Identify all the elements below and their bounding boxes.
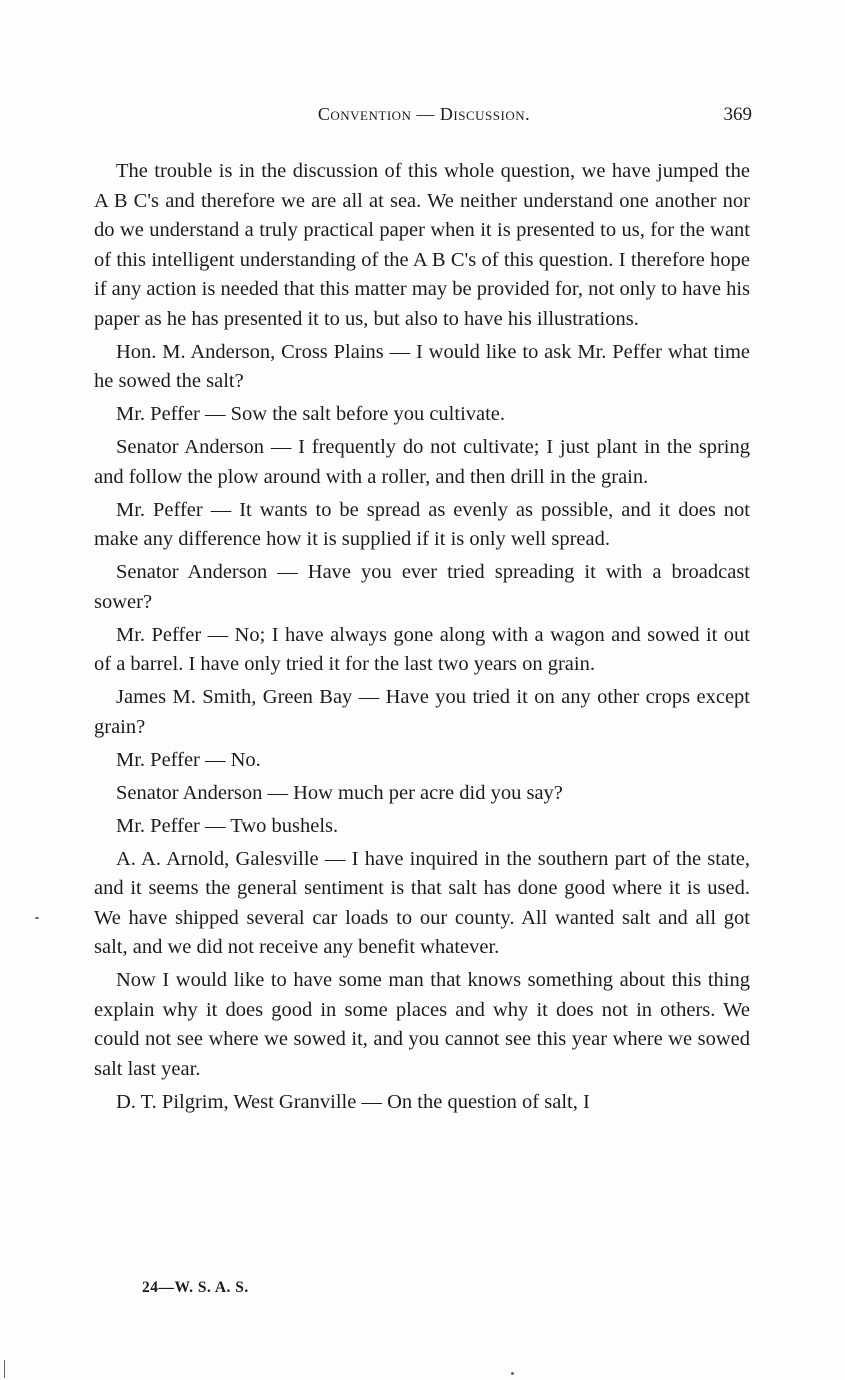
paragraph: Senator Anderson — How much per acre did you say?: [116, 781, 563, 804]
scan-speck: [511, 1372, 514, 1375]
paragraph: Mr. Peffer — Two bushels.: [116, 814, 339, 837]
paragraph: Senator Anderson — I frequently do not cultivate; I just plant in the spring and follow the plow around with a roller, and then drill in the grain.: [94, 436, 750, 488]
page-header: [96, 104, 752, 128]
scan-speck: [4, 1360, 5, 1378]
scan-speck: [35, 917, 39, 919]
paragraph: Mr. Peffer — No.: [116, 748, 261, 771]
paragraph: A. A. Arnold, Galesville — I have inquired in the southern part of the state, and it seems the general sentiment is that salt has done good where it is used. We have shipped several car loads to our county. All wanted salt and all got salt, and we did not receive any benefit whatever.: [94, 847, 750, 958]
page-number: 369: [723, 104, 752, 125]
paragraph: James M. Smith, Green Bay — Have you tried it on any other crops except grain?: [94, 686, 750, 738]
paragraph: Hon. M. Anderson, Cross Plains — I would like to ask Mr. Peffer what time he sowed the salt?: [94, 340, 750, 392]
paragraph: Mr. Peffer — It wants to be spread as evenly as possible, and it does not make any difference how it is supplied if it is only well spread.: [94, 498, 750, 550]
paragraph: Senator Anderson — Have you ever tried spreading it with a broadcast sower?: [94, 561, 750, 613]
paragraph: Mr. Peffer — Sow the salt before you cultivate.: [116, 403, 506, 425]
signature-mark: 24—W. S. A. S.: [142, 1279, 249, 1296]
paragraph: Mr. Peffer — No; I have always gone along with a wagon and sowed it out of a barrel. I have only tried it for the last two years on grain.: [94, 623, 750, 675]
paragraph: The trouble is in the discussion of this whole question, we have jumped the A B C's and therefore we are all at sea. We neither understand one another nor do we understand a truly practical paper when it is presented to us, for the want of this intelligent understanding of the A B C's of this question. I therefore hope if any action is needed that this matter may be provided for, not only to have his paper as he has presented it to us, but also to have his illustrations.: [94, 160, 750, 330]
paragraph: Now I would like to have some man that knows something about this thing explain why it does good in some places and why it does not in others. We could not see where we sowed it, and you cannot see this year where we sowed salt last year.: [94, 969, 750, 1080]
running-head: Convention — Discussion.: [317, 104, 531, 124]
body-text: [94, 157, 750, 1121]
paragraph: D. T. Pilgrim, West Granville — On the question of salt, I: [116, 1090, 590, 1113]
